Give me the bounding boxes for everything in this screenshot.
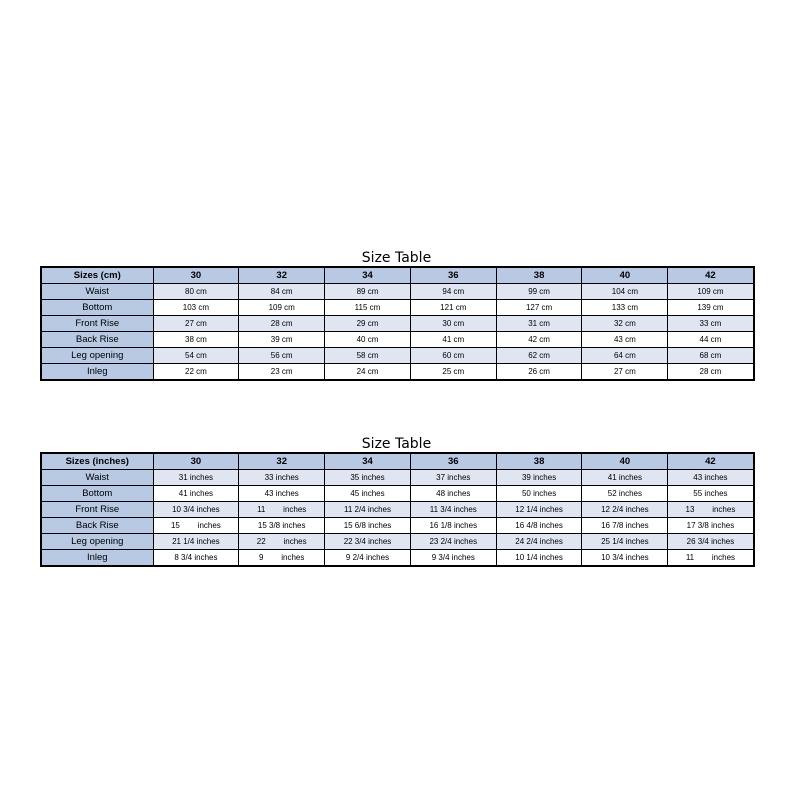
size-table-cm: [40, 266, 755, 381]
table-cell: 16 4/8 inches: [496, 518, 582, 534]
table-cell: 22 cm: [153, 364, 239, 381]
table-row: [41, 550, 754, 567]
table-cell: 43 inches: [239, 486, 325, 502]
table-cell: 31 inches: [153, 470, 239, 486]
size-header-cell: 30: [153, 453, 239, 470]
table-cell: 17 3/8 inches: [668, 518, 754, 534]
table-cell: 10 1/4 inches: [496, 550, 582, 567]
table-cell: 115 cm: [325, 300, 411, 316]
table-cell: 21 1/4 inches: [153, 534, 239, 550]
table-cell: 16 7/8 inches: [582, 518, 668, 534]
table-cell: 39 inches: [496, 470, 582, 486]
size-header-cell: 34: [325, 453, 411, 470]
size-header-cell: 42: [668, 453, 754, 470]
table-cell: 48 inches: [410, 486, 496, 502]
table-cell: 35 inches: [325, 470, 411, 486]
table-cell: 8 3/4 inches: [153, 550, 239, 567]
table-cell: 31 cm: [496, 316, 582, 332]
table-cell: 23 cm: [239, 364, 325, 381]
table-cell: 62 cm: [496, 348, 582, 364]
table-cell: 139 cm: [668, 300, 754, 316]
table-cell: 11 inches: [239, 502, 325, 518]
table-cell: 16 1/8 inches: [410, 518, 496, 534]
size-header-cell: 38: [496, 453, 582, 470]
table-cell: 64 cm: [582, 348, 668, 364]
table-cell: 104 cm: [582, 284, 668, 300]
table-cell: 32 cm: [582, 316, 668, 332]
table-row: [41, 316, 754, 332]
table-cell: 121 cm: [410, 300, 496, 316]
table-cell: 13 inches: [668, 502, 754, 518]
table-row: [41, 364, 754, 381]
table-row: [41, 486, 754, 502]
table-cell: 41 inches: [153, 486, 239, 502]
table-cell: 12 2/4 inches: [582, 502, 668, 518]
table-cell: 109 cm: [239, 300, 325, 316]
table-row: [41, 518, 754, 534]
table-cell: 38 cm: [153, 332, 239, 348]
table-cell: 10 3/4 inches: [582, 550, 668, 567]
table-cell: 25 1/4 inches: [582, 534, 668, 550]
row-label: Inleg: [41, 364, 153, 381]
table-cell: 30 cm: [410, 316, 496, 332]
row-label: Leg opening: [41, 534, 153, 550]
table-cell: 15 6/8 inches: [325, 518, 411, 534]
table-cell: 22 3/4 inches: [325, 534, 411, 550]
table-cell: 94 cm: [410, 284, 496, 300]
table-cell: 109 cm: [668, 284, 754, 300]
table-cell: 10 3/4 inches: [153, 502, 239, 518]
size-header-cell: 42: [668, 267, 754, 284]
size-header-cell: 32: [239, 267, 325, 284]
table-cell: 39 cm: [239, 332, 325, 348]
table-cell: 9 inches: [239, 550, 325, 567]
table-cell: 9 3/4 inches: [410, 550, 496, 567]
table-cell: 22 inches: [239, 534, 325, 550]
table-cell: 40 cm: [325, 332, 411, 348]
table-row: [41, 534, 754, 550]
table-cell: 11 3/4 inches: [410, 502, 496, 518]
table-cell: 43 inches: [668, 470, 754, 486]
header-row: [41, 267, 754, 284]
table-cell: 37 inches: [410, 470, 496, 486]
table-cell: 33 cm: [668, 316, 754, 332]
table-cell: 24 cm: [325, 364, 411, 381]
size-header-cell: 36: [410, 267, 496, 284]
table-cell: 42 cm: [496, 332, 582, 348]
size-table-cm-section: [40, 250, 753, 381]
table-row: [41, 284, 754, 300]
table-cell: 60 cm: [410, 348, 496, 364]
table-cell: 41 cm: [410, 332, 496, 348]
row-label: Leg opening: [41, 348, 153, 364]
table-row: [41, 348, 754, 364]
table-cell: 43 cm: [582, 332, 668, 348]
table-cell: 26 cm: [496, 364, 582, 381]
size-table-inches: [40, 452, 755, 567]
row-label: Bottom: [41, 486, 153, 502]
table-cell: 54 cm: [153, 348, 239, 364]
table-cell: 56 cm: [239, 348, 325, 364]
table-cell: 99 cm: [496, 284, 582, 300]
corner-header: Sizes (inches): [41, 453, 153, 470]
table-cell: 58 cm: [325, 348, 411, 364]
size-header-cell: 40: [582, 453, 668, 470]
table-row: [41, 470, 754, 486]
table-cell: 103 cm: [153, 300, 239, 316]
row-label: Bottom: [41, 300, 153, 316]
table-cell: 45 inches: [325, 486, 411, 502]
table-cell: 28 cm: [239, 316, 325, 332]
size-header-cell: 38: [496, 267, 582, 284]
row-label: Back Rise: [41, 518, 153, 534]
table-row: [41, 332, 754, 348]
table-cell: 24 2/4 inches: [496, 534, 582, 550]
table-cell: 127 cm: [496, 300, 582, 316]
table-cell: 33 inches: [239, 470, 325, 486]
table-cell: 52 inches: [582, 486, 668, 502]
table-cell: 9 2/4 inches: [325, 550, 411, 567]
row-label: Front Rise: [41, 316, 153, 332]
corner-header: Sizes (cm): [41, 267, 153, 284]
table-cell: 29 cm: [325, 316, 411, 332]
size-header-cell: 36: [410, 453, 496, 470]
table-cell: 89 cm: [325, 284, 411, 300]
size-header-cell: 30: [153, 267, 239, 284]
row-label: Waist: [41, 284, 153, 300]
table-cell: 15 inches: [153, 518, 239, 534]
row-label: Front Rise: [41, 502, 153, 518]
header-row: [41, 453, 754, 470]
table-cell: 27 cm: [582, 364, 668, 381]
table-cell: 15 3/8 inches: [239, 518, 325, 534]
table-cell: 133 cm: [582, 300, 668, 316]
table-row: [41, 502, 754, 518]
row-label: Back Rise: [41, 332, 153, 348]
table-row: [41, 300, 754, 316]
size-header-cell: 32: [239, 453, 325, 470]
table-cell: 27 cm: [153, 316, 239, 332]
table-cell: 26 3/4 inches: [668, 534, 754, 550]
table-title: Size Table: [361, 436, 432, 452]
table-cell: 44 cm: [668, 332, 754, 348]
table-cell: 80 cm: [153, 284, 239, 300]
table-cell: 25 cm: [410, 364, 496, 381]
size-header-cell: 34: [325, 267, 411, 284]
table-cell: 28 cm: [668, 364, 754, 381]
table-cell: 12 1/4 inches: [496, 502, 582, 518]
table-cell: 50 inches: [496, 486, 582, 502]
table-cell: 68 cm: [668, 348, 754, 364]
size-table-inches-section: [40, 436, 753, 567]
table-cell: 41 inches: [582, 470, 668, 486]
table-cell: 55 inches: [668, 486, 754, 502]
table-title: Size Table: [361, 250, 432, 266]
size-header-cell: 40: [582, 267, 668, 284]
row-label: Waist: [41, 470, 153, 486]
row-label: Inleg: [41, 550, 153, 567]
table-cell: 84 cm: [239, 284, 325, 300]
table-cell: 23 2/4 inches: [410, 534, 496, 550]
table-cell: 11 2/4 inches: [325, 502, 411, 518]
table-cell: 11 inches: [668, 550, 754, 567]
